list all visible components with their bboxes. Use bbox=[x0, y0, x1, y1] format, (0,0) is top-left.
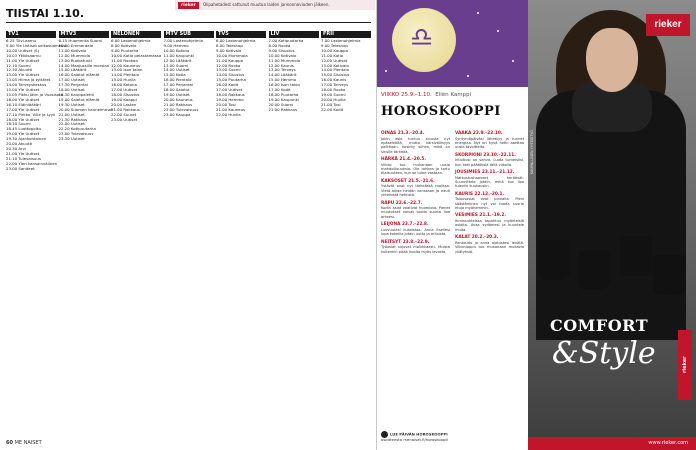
program-listing: 20.00 Suomi bbox=[268, 101, 294, 107]
channel-name: LIV bbox=[269, 31, 319, 38]
star-icon bbox=[385, 70, 387, 72]
program-listing: 9.00 Puutarha bbox=[111, 47, 139, 53]
channel-column bbox=[269, 28, 319, 438]
program-listing: 20.00 Huvila bbox=[321, 96, 346, 102]
program-listing: 11.00 Kotivalo bbox=[58, 47, 87, 53]
program-listing: 18.00 Puutarha bbox=[268, 91, 299, 97]
horoscope-text: Viikko tuo mukanaan uusia mahdollisuuksia. Ole rohkea ja tartu tilaisuuteen, kun se tulee vastaan. bbox=[381, 162, 450, 176]
program-listing: 13.05 Hilma ja tyttäret bbox=[6, 77, 51, 83]
program-listing: 15.00 Sisustus bbox=[321, 72, 350, 78]
zodiac-sign: NEITSYT 23.8.–22.9. bbox=[381, 239, 430, 245]
program-listing: 14.00 Uutiset bbox=[163, 67, 190, 73]
program-listing: 14.00 Terveyskeskus bbox=[6, 82, 47, 88]
program-listing: 13.00 Yle Uutiset bbox=[6, 72, 40, 78]
model-face bbox=[586, 28, 638, 92]
program-listing: 12.00 Kauneus bbox=[111, 62, 141, 68]
moon-illustration bbox=[377, 0, 528, 87]
program-listing: 12.00 Kaunis bbox=[268, 62, 294, 68]
ad-title-style: &Style bbox=[552, 336, 656, 371]
program-listing: 14.00 Pientalo bbox=[111, 72, 139, 78]
program-listing: 7.00 Lastenohjelmia bbox=[321, 38, 361, 43]
program-listing: 16.00 Kotona bbox=[111, 82, 137, 88]
zodiac-sign: VESIMIES 21.1.–19.2. bbox=[455, 213, 506, 219]
program-listing: 20.00 Akuutti bbox=[6, 141, 33, 147]
program-listing: 10.00 Kotia pelastamassa bbox=[111, 52, 162, 58]
program-listing: 15.00 Hemmo bbox=[268, 77, 297, 83]
program-listing: 11.00 Ruokaa bbox=[111, 57, 138, 63]
program-listing: 14.00 Lääkärit bbox=[268, 72, 297, 78]
channel-column bbox=[6, 28, 67, 438]
program-listing: 8.00 Kotivalo bbox=[111, 42, 137, 48]
channel-name: MTV3 bbox=[59, 31, 109, 38]
program-listing: 22.00 Huvila bbox=[216, 111, 241, 117]
program-listing: 18.45 Luottopolku bbox=[6, 126, 42, 132]
ad-page bbox=[528, 0, 696, 450]
footer-title: LUE PÄIVÄN HOROSKOOPPI bbox=[390, 431, 448, 436]
program-listing: 14.00 Maajussille morsian bbox=[58, 62, 110, 68]
ad-url[interactable]: www.rieker.com bbox=[528, 437, 696, 450]
program-listing: 14.00 Pientalo bbox=[321, 67, 349, 73]
program-listing: 16.00 Kodit bbox=[216, 82, 239, 88]
boot-image bbox=[538, 240, 570, 280]
program-listing: 18.00 Salatut bbox=[163, 87, 190, 93]
program-listing: 13.00 Terveys bbox=[268, 67, 296, 73]
program-listing: 11.00 Yle Uutiset bbox=[6, 57, 40, 63]
boot-image bbox=[578, 250, 610, 290]
program-listing: 12.00 Mummola bbox=[58, 52, 91, 58]
program-listing: 17.00 Terveys bbox=[321, 82, 349, 88]
author: Eliën Kamppi bbox=[435, 92, 472, 98]
program-listing: 10.00 Mummola bbox=[216, 52, 248, 58]
program-listing: 15.00 Huvila bbox=[111, 77, 136, 83]
zodiac-sign: KAKSOSET 21.5.–21.6. bbox=[381, 178, 435, 184]
program-listing: 20.00 Lasten bbox=[111, 101, 137, 107]
program-listing: 9.00 Yle Uutiset selkosuomeksi bbox=[6, 42, 67, 48]
channel-name: NELONEN bbox=[111, 31, 161, 38]
horoscope-text: Ihmissuhteissa tapahtuu myönteisiä asioita. Avaa sydämesi ja kuuntele muita. bbox=[455, 218, 524, 232]
program-listing: 22.00 Uutiset bbox=[58, 121, 85, 127]
program-listing: 14.00 Sisustus bbox=[216, 72, 245, 78]
program-listing: 15.00 Lääkärit bbox=[58, 67, 87, 73]
title-rule bbox=[6, 22, 371, 23]
program-listing: 16.00 Kaunis bbox=[321, 77, 347, 83]
folio bbox=[6, 440, 42, 446]
program-listing: 9.00 Kotivalo bbox=[216, 47, 242, 53]
channel-column bbox=[111, 28, 161, 438]
star-icon bbox=[477, 12, 479, 14]
program-listing: 13.00 Ison talon bbox=[111, 67, 143, 73]
program-listing: 6.00 Lastenohjelmia bbox=[111, 38, 151, 43]
program-listing: 8.00 Teleshop bbox=[216, 42, 243, 48]
horoscope-text: Jokin asia tuntuu sinusta nyt epäselvältä, mutta kärsivällisyys palkitaan. Keskity siihen, mikä on sinulle tärkeää. bbox=[381, 136, 450, 154]
horoscope-footer bbox=[381, 431, 524, 443]
program-listing: 20.00 Tosi bbox=[216, 101, 236, 107]
program-listing: 19.00 Suomi bbox=[321, 91, 346, 97]
program-listing: 20.00 Kauneus bbox=[163, 96, 193, 102]
zodiac-sign: SKORPIONI 23.10.–22.11. bbox=[455, 152, 516, 158]
channel-name: MTV SUB bbox=[164, 31, 214, 38]
program-listing: 19.00 Yle Uutiset bbox=[6, 131, 40, 137]
program-listing: 15.00 Puutarha bbox=[216, 77, 246, 83]
horoscope-right-column bbox=[455, 128, 524, 428]
program-listing: 17.00 Uutiset bbox=[216, 87, 243, 93]
vertical-brand-strip: rieker bbox=[678, 330, 692, 400]
program-listing: 12.30 Akuutti bbox=[6, 67, 33, 73]
horoscope-text: Talousasiat ovat pinnalla. Pieni säästäminen nyt voi tuoda suuria etuja myöhemmin. bbox=[455, 197, 524, 211]
program-listing: 22.00 Ylen kansainvälinen bbox=[6, 160, 58, 166]
program-listing: 23.00 Uutiset bbox=[111, 116, 138, 122]
program-listing: 21.00 Rakkaus bbox=[111, 106, 140, 112]
zodiac-sign: KALAT 20.2.–20.3. bbox=[455, 235, 499, 241]
program-listing: 12.00 Ruoka bbox=[216, 62, 241, 68]
program-listing: 19.00 Salatut elämät bbox=[58, 96, 100, 102]
star-icon bbox=[467, 75, 469, 77]
horoscope-text: Matkustushaaveet heräävät. Suunnittele jotain, mikä tuo iloa tuleviin kuukausiin. bbox=[455, 175, 524, 189]
program-listing: 13.00 Kotivalo bbox=[321, 62, 349, 68]
star-icon bbox=[512, 60, 514, 62]
program-listing: 20.00 Suomen kauneimmat bbox=[58, 106, 113, 112]
program-listing: 21.00 Yle Uutiset bbox=[6, 150, 40, 156]
program-listing: 16.00 Salatut elämät bbox=[58, 72, 100, 78]
program-listing: 19.30 Uutiset bbox=[58, 101, 85, 107]
program-listing: 21.10 Tulevaisuus bbox=[6, 155, 41, 161]
program-listing: 12.10 Suomi bbox=[6, 62, 31, 68]
week: VIIKKO 25.9.–1.10. bbox=[381, 92, 432, 98]
program-listing: 10.00 Kauppa bbox=[321, 47, 349, 53]
zodiac-sign: JOUSIMIES 23.11.–21.12. bbox=[455, 170, 515, 176]
program-listing: 18.00 Uutiset bbox=[58, 87, 85, 93]
program-listing: 16.00 Ison talon bbox=[268, 82, 300, 88]
program-listing: 9.00 Sisustus bbox=[268, 47, 295, 53]
program-listing: 21.00 Rakkaus bbox=[268, 106, 298, 112]
channel-name: TV1 bbox=[6, 31, 56, 38]
program-listing: 13.00 Ruokatunti bbox=[58, 57, 92, 63]
horoscope-left-column bbox=[381, 128, 450, 428]
zodiac-sign: VAAKA 23.9.–22.10. bbox=[455, 131, 503, 136]
zodiac-sign: HÄRKÄ 21.4.–20.5. bbox=[381, 157, 426, 163]
boot-image bbox=[653, 255, 685, 295]
program-listing: 11.00 Mummola bbox=[268, 57, 301, 63]
top-banner bbox=[175, 0, 375, 10]
program-listing: 16.00 Yle Uutiset bbox=[6, 96, 40, 102]
horoscope-text: Syntymäpäiväsi lähestyy ja tunnet energiaa. Nyt on hyvä hetki asettaa uusia tavoitteita. bbox=[455, 136, 524, 150]
zodiac-sign: KAURIS 22.12.–20.1. bbox=[455, 191, 505, 197]
channel-name: FRII bbox=[321, 31, 371, 38]
brand-logo bbox=[646, 14, 690, 36]
zodiac-sign: RAPU 22.6.–22.7. bbox=[381, 200, 423, 206]
horoscope-text: Luovuutesi kukoistaa. Anna itsellesi lupa kokeilla jotain uutta ja erilaista. bbox=[381, 227, 450, 237]
program-listing: 18.00 Rakkaus bbox=[216, 91, 245, 97]
horoscope-text: Kodin asiat vaativat huomiota. Pienet muutokset voivat tuoda suurta iloa arkeesi. bbox=[381, 206, 450, 219]
program-listing: 11.00 Kaupunki bbox=[163, 52, 194, 58]
horoscope-page bbox=[377, 0, 528, 450]
program-listing: 9.00 Teleshop bbox=[321, 42, 348, 48]
ad-side-label: KAUPALLINEN YHTEISTYÖ bbox=[530, 130, 534, 175]
program-listing: 21.00 Tosi bbox=[321, 101, 341, 107]
program-listing: 7.00 Lastenohjelmia bbox=[163, 38, 204, 43]
program-listing: 22.20 Kotipuutarha bbox=[58, 126, 96, 132]
ad-title-comfort: COMFORT bbox=[550, 316, 649, 335]
channel-column bbox=[321, 28, 371, 438]
program-listing: 23.00 Tulevaisuus bbox=[58, 131, 94, 137]
program-listing: 18.00 Sisustus bbox=[111, 91, 140, 97]
horoscope-heading: HOROSKOOPPI bbox=[381, 104, 501, 119]
program-listing: 21.00 Rakkaus bbox=[163, 101, 193, 107]
banner-logo: rieker bbox=[178, 2, 199, 9]
program-listing: 16.00 Pientalo bbox=[163, 77, 192, 83]
program-listing: 19.00 Kaupunki bbox=[268, 96, 299, 102]
program-listing: 17.00 Uutiset bbox=[58, 77, 85, 83]
zodiac-sign: OINAS 21.3.–20.4. bbox=[381, 131, 425, 136]
horoscope-text: Työasiat sujuvat mallikkaasti. Muista kuitenkin pitää huolta myös levosta. bbox=[381, 245, 450, 254]
program-listing: 15.00 Kotia bbox=[163, 72, 186, 78]
star-icon bbox=[497, 30, 499, 32]
banner-text: Olipahetadest sattunut muutua laiden jannonnoviuden jälkeen. bbox=[202, 2, 330, 7]
program-listing: 17.00 Perjantai bbox=[163, 82, 193, 88]
program-listing: 10.00 Kotivalo bbox=[268, 52, 297, 58]
program-listing: 21.00 Uutiset bbox=[58, 111, 85, 117]
program-listing: 12.00 Lääkärit bbox=[163, 57, 192, 63]
program-listing: 8.00 Ruoka bbox=[268, 42, 291, 48]
program-listing: 6.00 Lastenohjelmia bbox=[216, 38, 256, 43]
program-listing: 19.30 Ajankohtainen bbox=[6, 136, 47, 142]
program-listing: 10.00 Kotona bbox=[163, 47, 190, 53]
program-listing: 23.00 Kauppa bbox=[163, 111, 191, 117]
channel-name: TV5 bbox=[216, 31, 266, 38]
horoscope-columns bbox=[381, 128, 524, 428]
program-listing: 21.30 Rakkaus bbox=[58, 116, 88, 122]
program-listing: 19.00 Uutiset bbox=[163, 91, 190, 97]
program-listing: 23.00 Saniteet bbox=[6, 165, 35, 171]
program-listing: 22.00 Suuret bbox=[111, 111, 137, 117]
program-listing: 23.30 Uutiset bbox=[58, 136, 85, 142]
program-listing: 11.00 Kotia bbox=[321, 52, 344, 58]
program-listing: 11.00 Kauppa bbox=[216, 57, 244, 63]
horoscope-text: Rentoudu ja anna ajatustesi levätä. Viikonloppu tuo mukanaan mukavia yllätyksiä. bbox=[455, 240, 524, 254]
brand-name: rieker bbox=[654, 19, 682, 30]
horoscope-text: Intuitiosi on vahva. Luota tunteisiisi, kun teet päätöksiä tällä viikolla. bbox=[455, 158, 524, 167]
boot-image bbox=[620, 236, 652, 276]
program-listing: 22.00 Kodit bbox=[321, 106, 344, 112]
program-listing: 17.00 Uutiset bbox=[111, 87, 138, 93]
footer-sub: osoitteesta menaiset.fi/horoskoopit bbox=[381, 436, 449, 442]
program-listing: 10.03 Ykkösaamu bbox=[6, 52, 41, 58]
program-listing: 17.30 Perjantai bbox=[58, 82, 88, 88]
program-listing: 18.30 Kauppalehti bbox=[58, 91, 95, 97]
program-listing: 17.10 Pirkko, Ville ja Lyyli bbox=[6, 111, 56, 117]
program-listing: 20.30 Arvi bbox=[6, 145, 27, 151]
program-listing: 6.15 Huomenta Suomi bbox=[58, 38, 103, 43]
program-listing: 18.10 Suomi bbox=[6, 121, 31, 127]
program-listing: 19.00 Hemmo bbox=[216, 96, 244, 102]
page-title: TIISTAI 1.10. bbox=[6, 7, 85, 20]
program-listing: 21.00 Kauneus bbox=[216, 106, 246, 112]
week-line bbox=[381, 92, 471, 98]
program-listing: 10.00 Emmerdale bbox=[58, 42, 94, 48]
magazine-name: ME NAISET bbox=[14, 440, 42, 446]
program-listing: 18.00 Ruoka bbox=[321, 87, 346, 93]
channel-column bbox=[164, 28, 214, 438]
program-listing: 13.00 Suomi bbox=[216, 67, 241, 73]
program-listing: 15.05 Pikku Jätin ja Vuosisata bbox=[6, 91, 64, 97]
program-listing: 16.10 Eläinlääkäri bbox=[6, 101, 41, 107]
horoscope-text: Ystävät ovat nyt tärkeässä roolissa. Vietä aikaa heidän kanssaan ja nauti yhteisistä hetkistä. bbox=[381, 184, 450, 198]
program-listing: 17.00 Yle Uutiset bbox=[6, 106, 40, 112]
program-listing: 10.00 Uutiset (S) bbox=[6, 47, 39, 53]
program-listing: 18.00 Yle Uutiset bbox=[6, 116, 40, 122]
zodiac-sign: LEIJONA 23.7.–22.8. bbox=[381, 222, 429, 228]
program-listing: 13.00 Suomi bbox=[163, 62, 189, 68]
program-listing: 12.00 Uutiset bbox=[321, 57, 348, 63]
program-listing: 19.00 Kaappi bbox=[111, 96, 137, 102]
libra-icon: ♎ bbox=[410, 23, 434, 53]
program-listing: 9.00 Hemmo bbox=[163, 42, 189, 48]
page-number: 60 bbox=[6, 440, 13, 446]
program-listing: 7.00 Kotipuutarha bbox=[268, 38, 304, 43]
channel-column bbox=[216, 28, 266, 438]
program-listing: 6.25 Tiivi-aamu bbox=[6, 38, 37, 43]
program-listing: 22.00 Tulevaisuus bbox=[163, 106, 199, 112]
program-listing: 17.00 Kodit bbox=[268, 87, 291, 93]
channel-column bbox=[58, 28, 113, 438]
program-listing: 15.00 Yle Uutiset bbox=[6, 87, 40, 93]
